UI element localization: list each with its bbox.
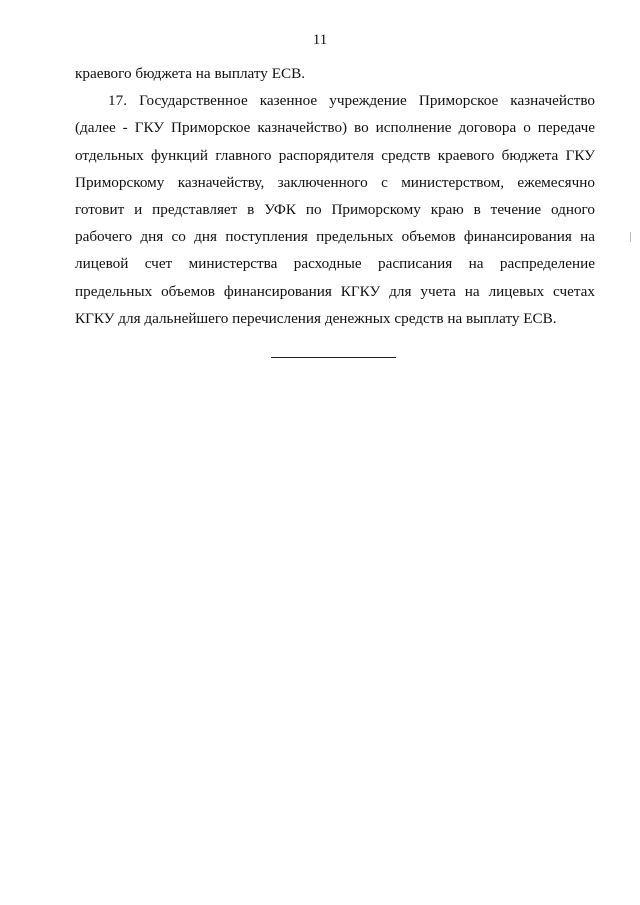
page-number: 11 (312, 32, 328, 48)
scan-edge-mark (630, 232, 631, 242)
continuation-line: краевого бюджета на выплату ЕСВ. (75, 65, 306, 82)
paragraph-17: 17. Государственное казенное учреждение Приморское казначейство (далее - ГКУ Приморское казначейство) во исполнение договора о передаче отдельных функций главного распорядителя средств краевого бюджета ГКУ Приморскому казначейству, заключенного с министерством, ежемесячно готовит и представляет в УФК по Приморскому краю в течение одного рабочего дня со дня поступления предельных объемов финансирования на лицевой счет министерства расходные расписания на распределение предельных объемов финансирования КГКУ для учета на лицевых счетах КГКУ для дальнейшего перечисления денежных средств на выплату ЕСВ. (75, 92, 595, 327)
end-of-text-rule (271, 357, 396, 358)
document-body (75, 60, 595, 332)
